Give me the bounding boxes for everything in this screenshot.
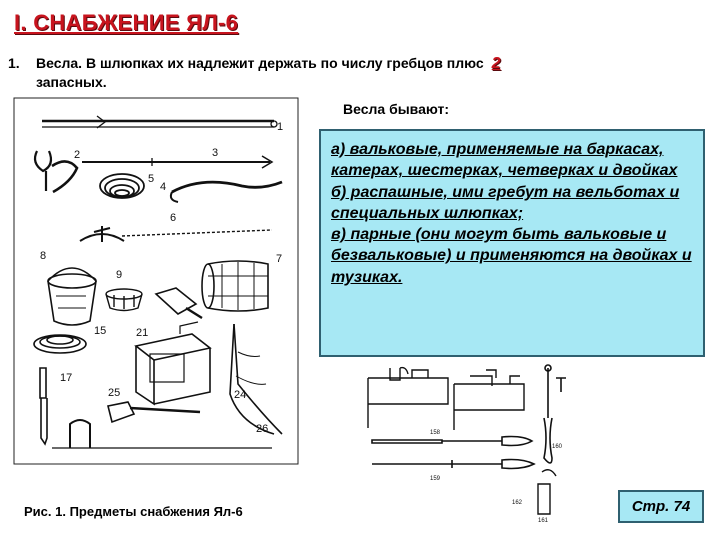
knife-drawing [40,368,47,444]
oars-illustration [360,364,575,526]
oar-type-a: а) вальковые, применяемые на баркасах, катерах, шестерках, четверках и двойках [331,141,678,180]
oar-type-c: в) парные (они могут быть вальковые и безвальковые) и применяются на двойках и тузиках. [331,226,692,286]
gunwale-oarlock-drawing [368,368,448,428]
fig-label: 2 [74,149,81,161]
item-text-cont: запасных. [36,74,107,90]
fig-label-small: 158 [430,430,441,436]
line-coil-drawing [34,335,86,353]
fig-label: 4 [160,181,167,193]
fig-label: 26 [256,423,269,435]
fig-label-small: 161 [538,518,549,524]
rope-coil-drawing [100,174,144,198]
fig-label: 5 [148,173,155,185]
small-oarlock-drawing [538,470,556,514]
bucket-drawing [48,268,96,325]
fig-label: 3 [212,147,219,159]
fig-label-small: 162 [512,500,523,506]
oarlock-drawing [35,151,77,192]
oar-type-b: б) распашные, ими гребут на вельботах и специальных шлюпках; [331,183,680,222]
spare-count: 2 [491,55,501,72]
fig-label: 17 [60,372,73,384]
tiller-drawing [171,182,282,202]
horizontal-oar-drawing [372,437,532,446]
slide-title: I. СНАБЖЕНИЕ ЯЛ-6 [14,10,239,35]
fig-label: 21 [136,327,149,339]
supplies-illustration [12,96,300,466]
fig-label: 15 [94,325,107,337]
boathook-drawing [42,116,277,128]
gunwale-oarlock-drawing [454,370,524,430]
fig-label-small: 159 [430,476,441,482]
ring-handle-drawing [52,420,272,448]
fig-label: 6 [170,212,177,224]
barrel-drawing [202,261,268,311]
anchor-drawing [80,226,272,242]
pole-drawing [82,156,272,168]
oars-subtitle: Весла бывают: [343,101,450,117]
item-text-block [36,54,626,92]
horizontal-oar-drawing [372,460,534,469]
fig-label: 1 [277,121,284,133]
basket-drawing [106,289,142,311]
fig-label: 25 [108,387,121,399]
item-number: 1. [8,55,20,71]
fig-label: 24 [234,389,247,401]
fig-label-small: 160 [552,444,563,450]
item-text: Весла. В шлюпках их надлежит держать по числу гребцов плюс [36,55,484,71]
fig-label: 7 [276,253,283,265]
figure-caption: Рис. 1. Предметы снабжения Ял-6 [24,504,243,519]
fig-label: 9 [116,269,123,281]
page-reference: Стр. 74 [618,490,704,523]
axe-drawing [108,402,200,422]
oar-types-box [319,129,705,357]
scoop-drawing [156,288,202,318]
fig-label: 8 [40,250,47,262]
sea-anchor-drawing [230,324,282,434]
